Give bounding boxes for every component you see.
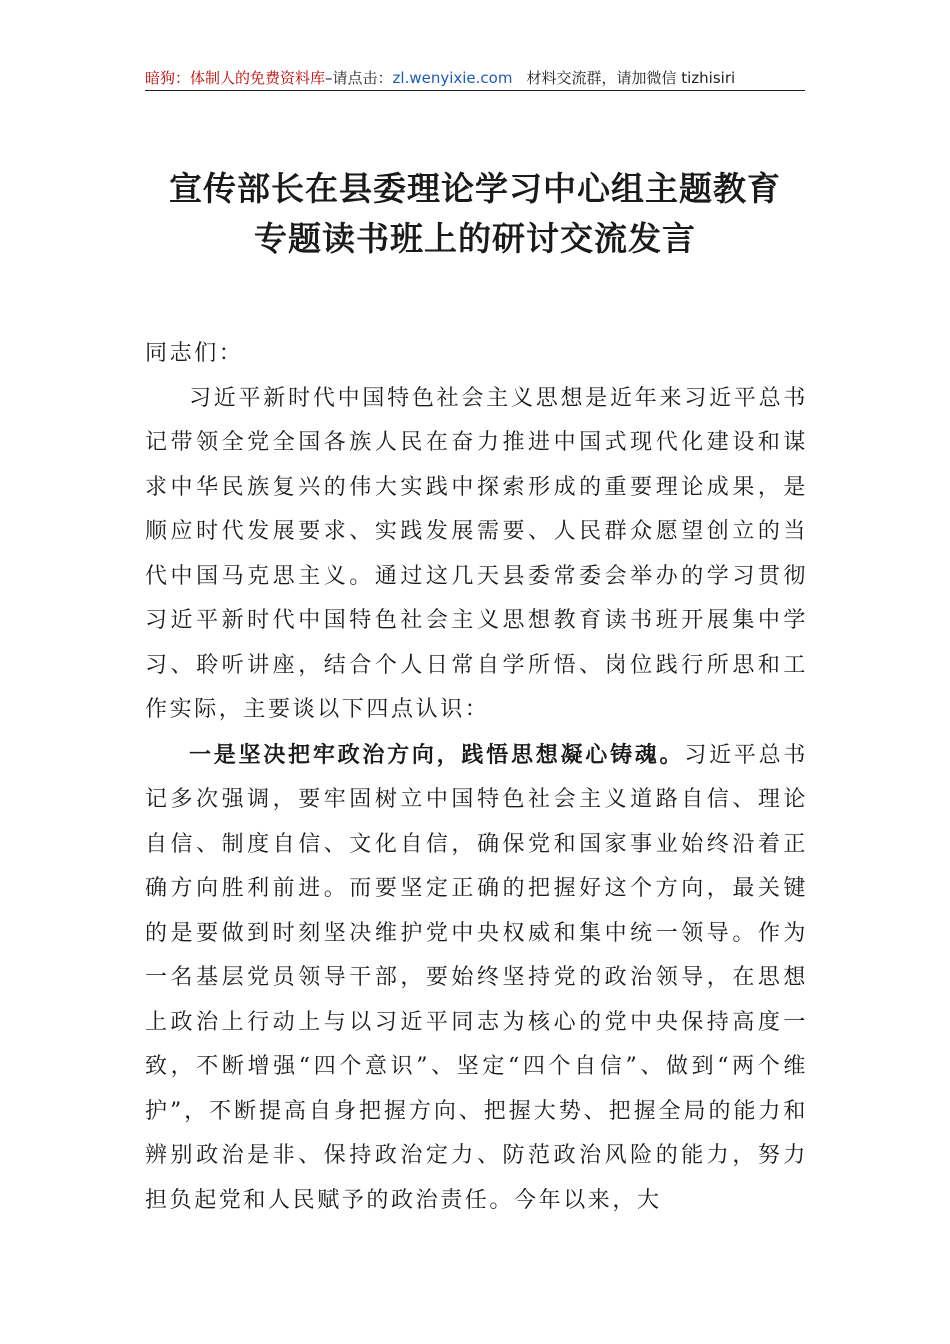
page-header: [145, 66, 805, 91]
paragraph-lead: 一是坚决把牢政治方向，践悟思想凝心铸魂。: [189, 741, 685, 768]
paragraph-point-one: [145, 733, 808, 1224]
paragraph-body: 习近平总书记多次强调，要牢固树立中国特色社会主义道路自信、理论自信、制度自信、文化自信，确保党和国家事业始终沿着正确方向胜利前进。而要坚定正确的把握好这个方向，最关键的是要做到时刻坚决维护党中央权威和集中统一领导。作为一名基层党员领导干部，要始终坚持党的政治领导，在思想上政治上行动上与以习近平同志为核心的党中央保持高度一致，不断增强“四个意识”、坚定“四个自信”、做到“两个维护”，不断提高自身把握方向、把握大势、把握全局的能力和辨别政治是非、保持政治定力、防范政治风险的能力，努力担负起党和人民赋予的政治责任。今年以来，大: [145, 742, 808, 1213]
header-contact: 材料交流群，请加微信 tizhisiri: [526, 69, 736, 87]
document-title-line2: 专题读书班上的研讨交流发言: [254, 219, 696, 258]
header-link[interactable]: zl.wenyixie.com: [392, 69, 513, 87]
document-body: [145, 332, 808, 1223]
header-separator: –请点击：: [325, 69, 393, 87]
paragraph-intro: 习近平新时代中国特色社会主义思想是近年来习近平总书记带领全党全国各族人民在奋力推进中国式现代化建设和谋求中华民族复兴的伟大实践中探索形成的重要理论成果，是顺应时代发展要求、实践发展需要、人民群众愿望创立的当代中国马克思主义。通过这几天县委常委会举办的学习贯彻习近平新时代中国特色社会主义思想教育读书班开展集中学习、聆听讲座，结合个人日常自学所悟、岗位践行所思和工作实际，主要谈以下四点认识：: [145, 385, 808, 722]
header-brand: 暗狗：体制人的免费资料库: [145, 69, 326, 87]
salutation: 同志们：: [145, 341, 244, 366]
document-title-line1: 宣传部长在县委理论学习中心组主题教育: [169, 169, 781, 208]
